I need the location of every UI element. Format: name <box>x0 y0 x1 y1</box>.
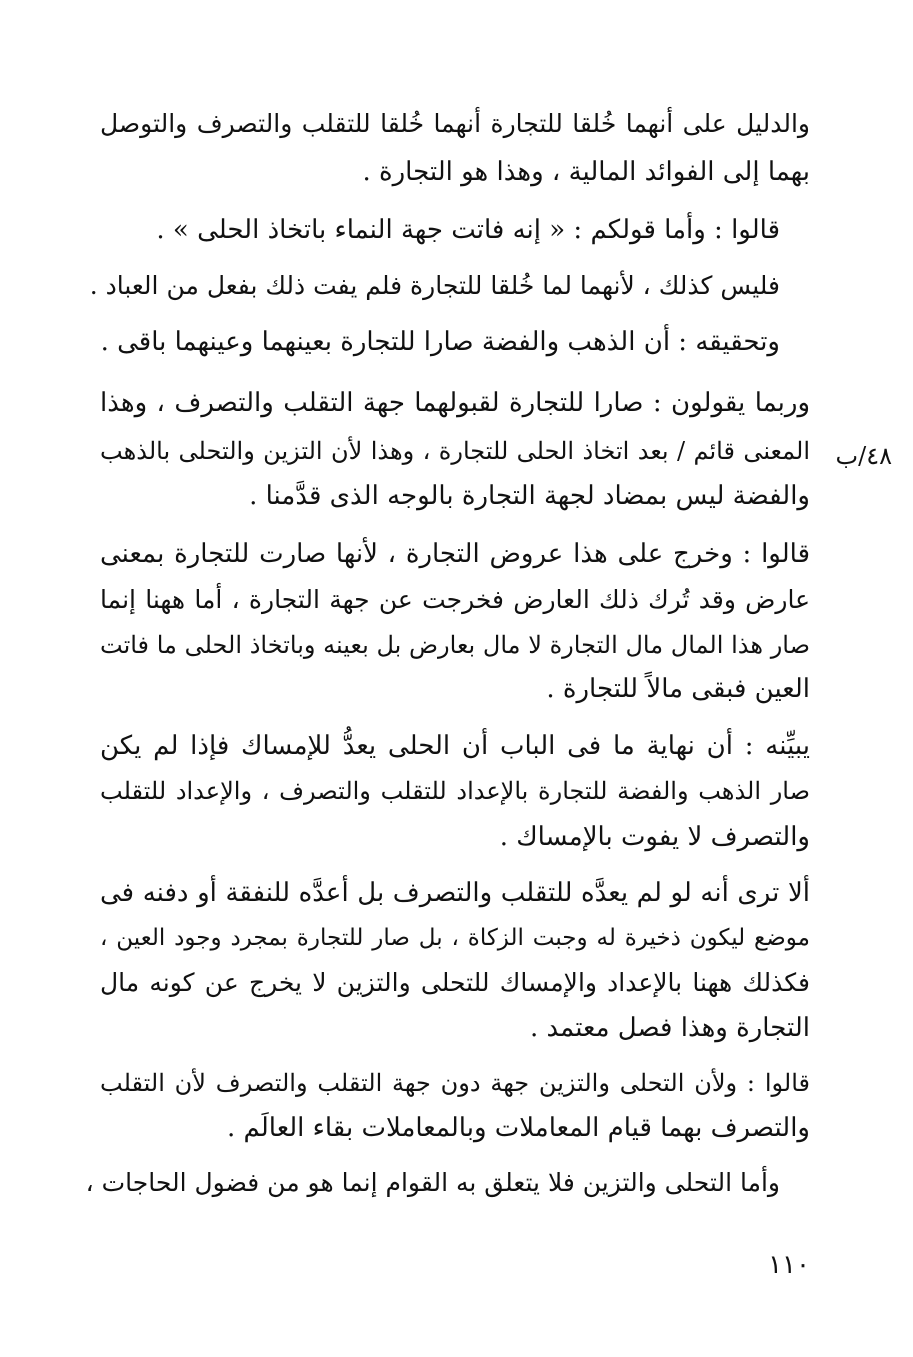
text-line: قالوا : وخرج على هذا عروض التجارة ، لأنها صارت للتجارة بمعنى <box>100 539 810 569</box>
text-line: والدليل على أنهما خُلقا للتجارة أنهما خُلقا للتقلب والتصرف والتوصل <box>100 109 810 138</box>
text-line: صار الذهب والفضة للتجارة بالإعداد للتقلب والتصرف ، والإعداد للتقلب <box>100 777 810 805</box>
text-line: صار هذا المال مال التجارة لا مال بعارض بل بعينه وباتخاذ الحلى ما فاتت <box>100 631 810 659</box>
text-line: قالوا : ولأن التحلى والتزين جهة دون جهة التقلب والتصرف لأن التقلب <box>100 1069 810 1097</box>
page-number: ١١٠ <box>768 1250 810 1280</box>
text-line: والفضة ليس بمضاد لجهة التجارة بالوجه الذى قدَّمنا . <box>249 481 810 511</box>
text-line: بهما إلى الفوائد المالية ، وهذا هو التجارة . <box>362 157 810 187</box>
text-line: وربما يقولون : صارا للتجارة لقبولهما جهة التقلب والتصرف ، وهذا <box>100 388 810 418</box>
text-line: التجارة وهذا فصل معتمد . <box>530 1013 810 1043</box>
text-line: فكذلك ههنا بالإعداد والإمساك للتحلى والتزين لا يخرج عن كونه مال <box>100 968 810 997</box>
text-line: موضع ليكون ذخيرة له وجبت الزكاة ، بل صار للتجارة بمجرد وجود العين ، <box>100 925 810 951</box>
text-line: العين فبقى مالاً للتجارة . <box>546 674 810 704</box>
text-line: وأما التحلى والتزين فلا يتعلق به القوام إنما هو من فضول الحاجات ، <box>85 1168 780 1197</box>
manuscript-folio-marker: ٤٨/ب <box>835 442 892 470</box>
text-line: والتصرف لا يفوت بالإمساك . <box>499 822 810 852</box>
text-line: يبيِّنه : أن نهاية ما فى الباب أن الحلى يعدُّ للإمساك فإذا لم يكن <box>100 731 810 761</box>
text-line: وتحقيقه : أن الذهب والفضة صارا للتجارة بعينهما وعينهما باقى . <box>100 327 780 357</box>
text-line: المعنى قائم / بعد اتخاذ الحلى للتجارة ، وهذا لأن التزين والتحلى بالذهب <box>100 437 810 465</box>
text-line: فليس كذلك ، لأنهما لما خُلقا للتجارة فلم يفت ذلك بفعل من العباد . <box>89 271 780 300</box>
text-line: ألا ترى أنه لو لم يعدَّه للتقلب والتصرف بل أعدَّه للنفقة أو دفنه فى <box>100 878 810 908</box>
text-line: والتصرف بهما قيام المعاملات وبالمعاملات بقاء العالَم . <box>227 1113 810 1143</box>
text-line: قالوا : وأما قولكم : « إنه فاتت جهة النماء باتخاذ الحلى » . <box>156 215 780 245</box>
text-line: عارض وقد تُرك ذلك العارض فخرجت عن جهة التجارة ، أما ههنا إنما <box>100 585 810 614</box>
